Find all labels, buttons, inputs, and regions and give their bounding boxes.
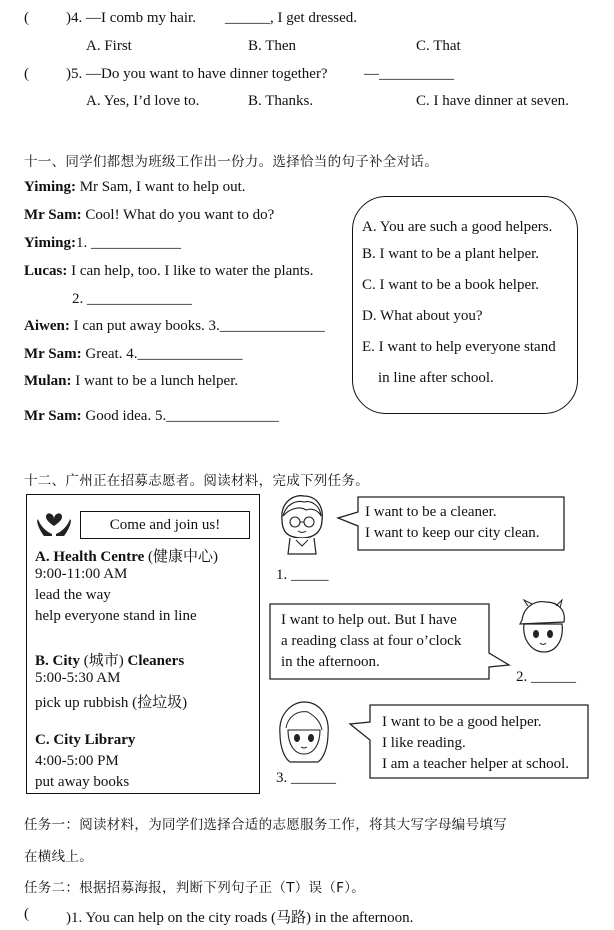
choice-a: A. You are such a good helpers. xyxy=(362,219,553,235)
girl-with-cap-avatar xyxy=(514,598,570,665)
poster-item-a-line2: lead the way xyxy=(35,587,111,603)
answer-2: 2. ______ xyxy=(516,669,576,685)
bubble-1-line1: I want to be a cleaner. xyxy=(365,504,497,520)
bubble-2-line1: I want to help out. But I have xyxy=(281,612,457,628)
choice-c: C. I want to be a book helper. xyxy=(362,277,540,293)
choice-e: E. I want to help everyone stand xyxy=(362,339,556,355)
task2: 任务二：根据招募海报，判断下列句子正（T）误（F）。 xyxy=(24,880,366,896)
answer-3: 3. ______ xyxy=(276,770,336,786)
bubble-3-line3: I am a teacher helper at school. xyxy=(382,756,569,772)
q4-gap: ______, I get dressed. xyxy=(225,10,358,26)
bubble-2-line3: in the afternoon. xyxy=(281,654,380,670)
poster-item-a-line1: 9:00-11:00 AM xyxy=(35,566,128,582)
choice-d: D. What about you? xyxy=(362,308,483,324)
task1-line1: 任务一：阅读材料，为同学们选择合适的志愿服务工作，将其大写字母编号填写 xyxy=(24,817,507,833)
poster-item-c-title: C. City Library xyxy=(35,732,136,748)
task1-line2: 在横线上。 xyxy=(24,849,93,865)
dialog-line-6: Aiwen: I can put away books. 3.______________ xyxy=(24,318,325,334)
poster-item-b-title: B. City (城市) Cleaners xyxy=(35,653,185,669)
dialog-line-8: Mulan: I want to be a lunch helper. xyxy=(24,373,239,389)
bubble-3-line1: I want to be a good helper. xyxy=(382,714,542,730)
q4-option-a: A. First xyxy=(86,38,132,54)
q5-stem: )5. —Do you want to have dinner together? xyxy=(66,66,328,82)
section11-heading: 十一、同学们都想为班级工作出一份力。选择恰当的句子补全对话。 xyxy=(24,154,438,170)
q5-paren: ( xyxy=(24,66,29,82)
choice-b: B. I want to be a plant helper. xyxy=(362,246,540,262)
choice-e-cont: in line after school. xyxy=(378,370,494,386)
dialog-line-2: Mr Sam: Cool! What do you want to do? xyxy=(24,207,275,223)
bubble-3-line2: I like reading. xyxy=(382,735,466,751)
poster-item-b-line2: pick up rubbish (捡垃圾) xyxy=(35,695,188,711)
girl-avatar xyxy=(274,700,334,771)
poster-item-b-line1: 5:00-5:30 AM xyxy=(35,670,121,686)
poster-item-a-title: A. Health Centre (健康中心) xyxy=(35,549,219,565)
poster-item-a-line3: help everyone stand in line xyxy=(35,608,197,624)
bubble-2-line2: a reading class at four o’clock xyxy=(281,633,462,649)
dialog-line-5: 2. ______________ xyxy=(72,291,192,307)
heart-hands-icon xyxy=(36,505,72,542)
dialog-line-9: Mr Sam: Good idea. 5._______________ xyxy=(24,408,279,424)
dialog-line-4: Lucas: I can help, too. I like to water the plants. xyxy=(24,263,314,279)
q5-option-c: C. I have dinner at seven. xyxy=(416,93,569,109)
q5-answer-line: —__________ xyxy=(364,66,454,82)
tf1-paren: ( xyxy=(24,906,29,922)
tf1-question: )1. You can help on the city roads (马路) in the afternoon. xyxy=(66,910,414,926)
dialog-line-7: Mr Sam: Great. 4.______________ xyxy=(24,346,243,362)
boy-avatar xyxy=(274,490,330,561)
q5-option-b: B. Thanks. xyxy=(248,93,314,109)
poster-item-c-line1: 4:00-5:00 PM xyxy=(35,753,119,769)
q4-option-c: C. That xyxy=(416,38,461,54)
section12-heading: 十二、广州正在招募志愿者。阅读材料，完成下列任务。 xyxy=(24,473,369,489)
poster-item-c-line2: put away books xyxy=(35,774,130,790)
join-us-banner: Come and join us! xyxy=(80,511,250,539)
q4-paren: ( xyxy=(24,10,29,26)
q4-stem: )4. —I comb my hair. xyxy=(66,10,196,26)
q5-option-a: A. Yes, I’d love to. xyxy=(86,93,200,109)
answer-1: 1. _____ xyxy=(276,567,329,583)
dialog-line-3: Yiming:1. ____________ xyxy=(24,235,181,251)
bubble-1-line2: I want to keep our city clean. xyxy=(365,525,540,541)
q4-option-b: B. Then xyxy=(248,38,297,54)
dialog-line-1: Yiming: Mr Sam, I want to help out. xyxy=(24,179,246,195)
